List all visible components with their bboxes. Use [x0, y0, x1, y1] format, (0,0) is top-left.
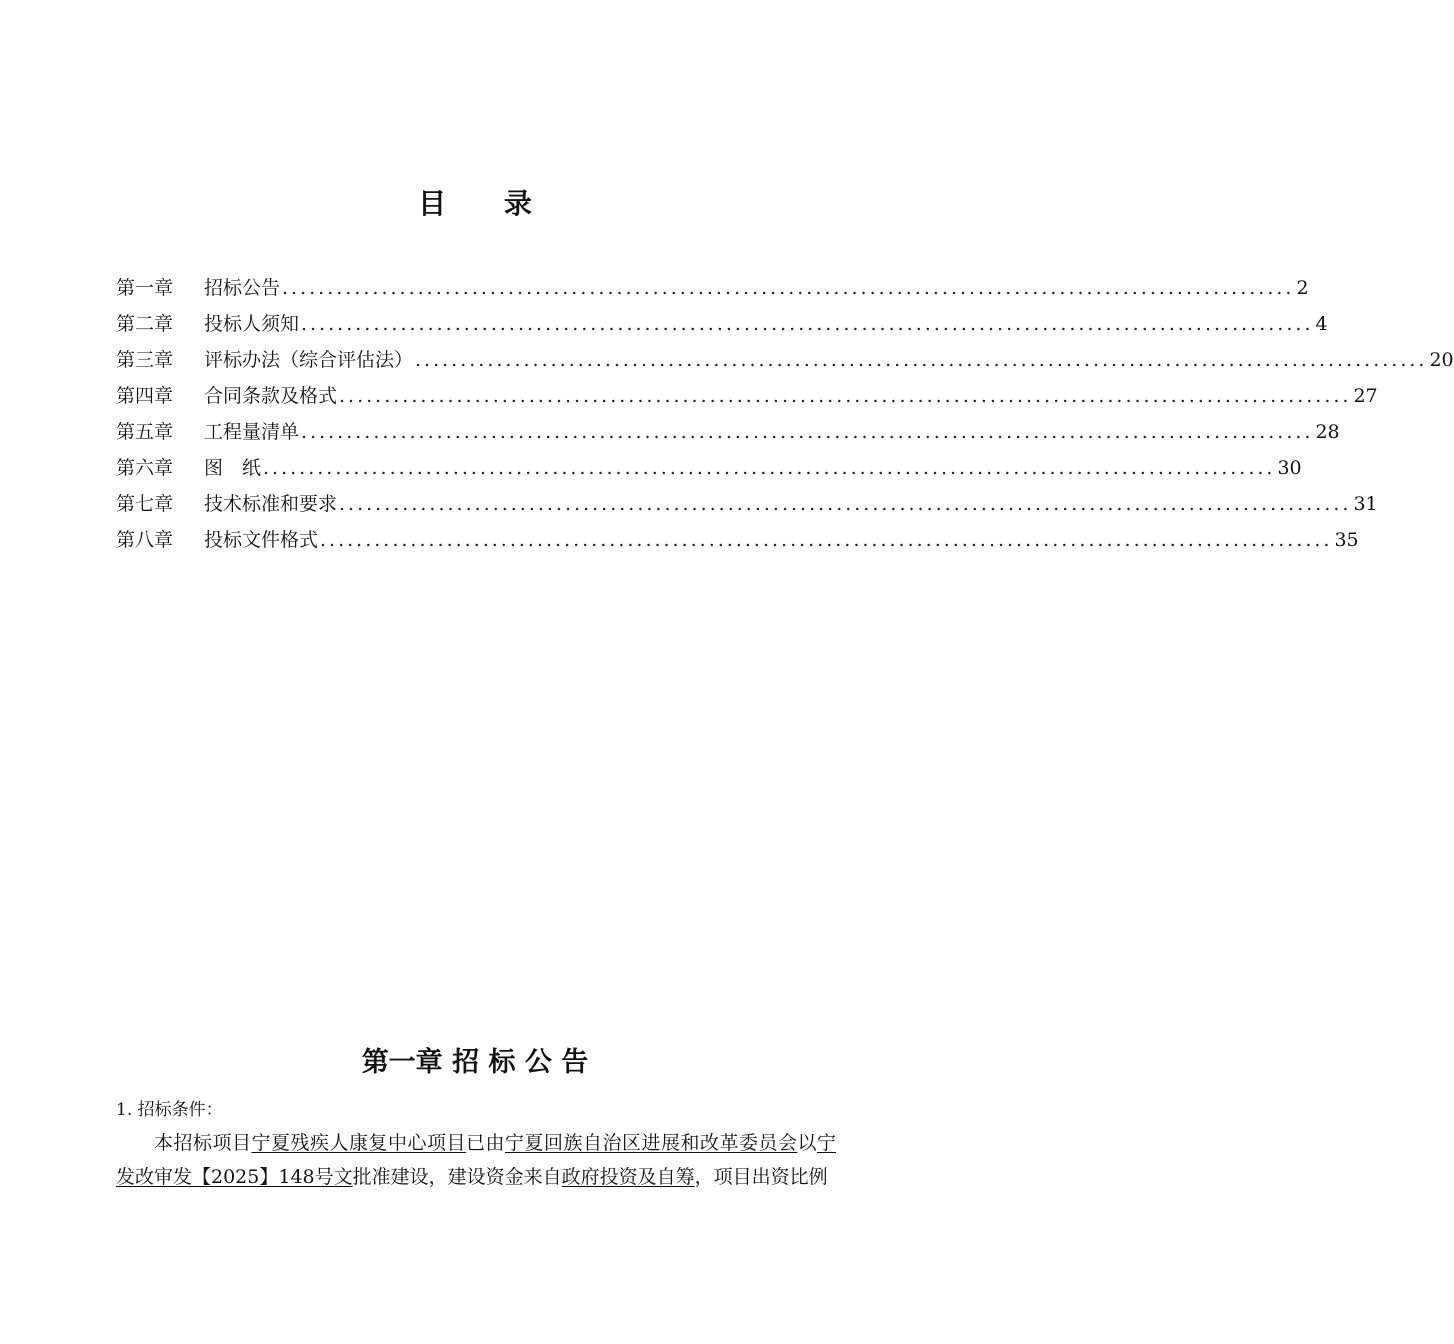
toc-leader-dots: ................................................................................................................ — [301, 313, 1314, 335]
toc-chapter: 第六章 — [116, 457, 174, 479]
toc-row[interactable] — [116, 270, 1309, 306]
toc-name: 合同条款及格式 — [204, 385, 338, 407]
toc-chapter: 第八章 — [116, 529, 174, 551]
toc-page-number: 20 — [1429, 349, 1454, 371]
toc-page-number: 30 — [1277, 457, 1302, 479]
toc-row[interactable] — [116, 522, 1359, 558]
toc-name: 评标办法（综合评估法） — [204, 349, 414, 371]
toc-name: 技术标准和要求 — [204, 493, 338, 515]
underlined-document-number: 宁发改审发【2025】148号文 — [116, 1132, 836, 1188]
toc-page-number: 4 — [1315, 313, 1328, 335]
toc-chapter: 第四章 — [116, 385, 174, 407]
table-of-contents — [116, 270, 1454, 558]
text-run: 批准建设，建设资金来自 — [352, 1166, 562, 1188]
text-run: ，项目出资比例 — [694, 1166, 828, 1188]
chapter-heading: 第一章 招 标 公 告 — [361, 1047, 589, 1078]
toc-leader-dots: ................................................................................................................ — [301, 421, 1314, 443]
toc-leader-dots: ................................................................................................................ — [320, 529, 1333, 551]
underlined-funding-source: 政府投资及自筹 — [561, 1166, 695, 1188]
section-title: 1. 招标条件： — [116, 1100, 223, 1120]
toc-chapter: 第七章 — [116, 493, 174, 515]
underlined-approver: 宁夏回族自治区进展和改革委员会 — [504, 1132, 798, 1154]
toc-page-number: 31 — [1353, 493, 1378, 515]
toc-chapter: 第二章 — [116, 313, 174, 335]
toc-leader-dots: ................................................................................................................ — [339, 385, 1352, 407]
toc-page-number: 27 — [1353, 385, 1378, 407]
toc-row[interactable] — [116, 414, 1340, 450]
toc-name: 招标公告 — [204, 277, 281, 299]
toc-name: 投标文件格式 — [204, 529, 319, 551]
text-run: 以 — [797, 1132, 817, 1154]
toc-title: 目 录 — [418, 187, 556, 220]
toc-row[interactable] — [116, 486, 1378, 522]
toc-leader-dots: ................................................................................................................ — [339, 493, 1352, 515]
toc-name: 工程量清单 — [204, 421, 300, 443]
toc-chapter: 第五章 — [116, 421, 174, 443]
toc-name: 投标人须知 — [204, 313, 300, 335]
toc-row[interactable] — [116, 342, 1454, 378]
toc-row[interactable] — [116, 450, 1302, 486]
toc-page-number: 2 — [1296, 277, 1309, 299]
toc-leader-dots: ................................................................................................................ — [282, 277, 1295, 299]
toc-page-number: 35 — [1334, 529, 1359, 551]
toc-name: 图 纸 — [204, 457, 262, 479]
toc-leader-dots: ................................................................................................................ — [415, 349, 1428, 371]
text-run: 已由 — [465, 1132, 505, 1154]
toc-row[interactable] — [116, 306, 1328, 342]
toc-leader-dots: ................................................................................................................ — [263, 457, 1276, 479]
toc-row[interactable] — [116, 378, 1378, 414]
toc-chapter: 第一章 — [116, 277, 174, 299]
text-run: 本招标项目 — [154, 1132, 252, 1154]
body-paragraph — [116, 1126, 836, 1194]
underlined-project-name: 宁夏残疾人康复中心项目 — [251, 1132, 466, 1154]
toc-chapter: 第三章 — [116, 349, 174, 371]
toc-page-number: 28 — [1315, 421, 1340, 443]
